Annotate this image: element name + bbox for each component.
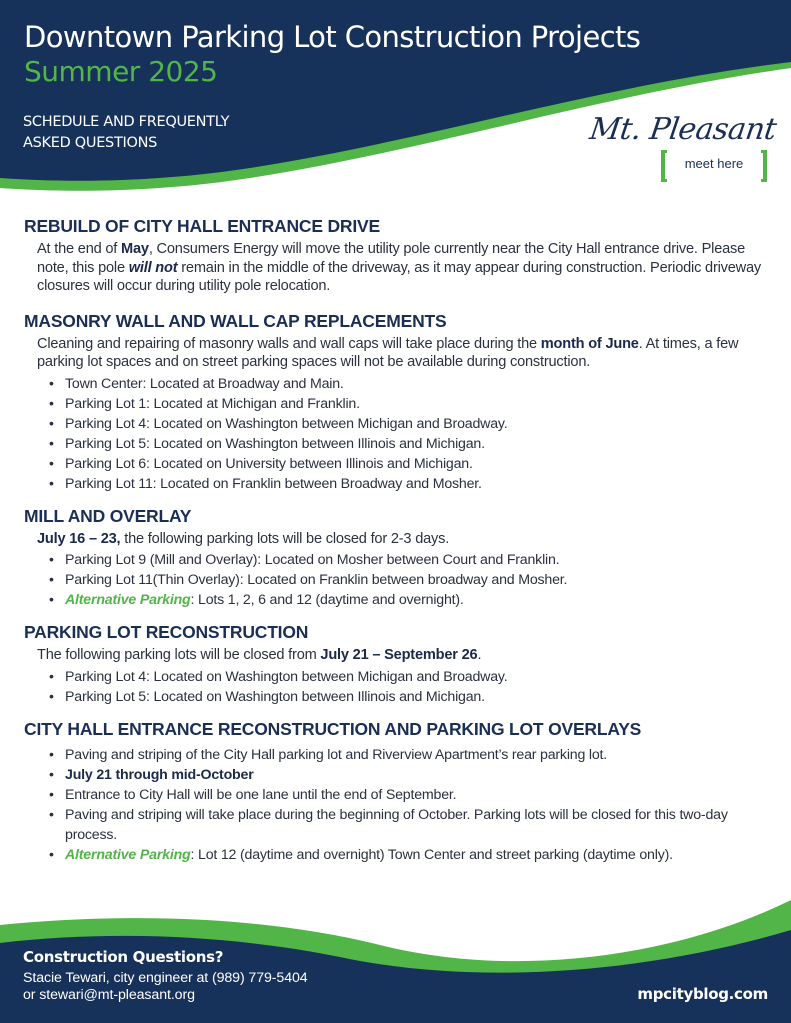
- location-list: [0, 667, 791, 707]
- text: remain in the middle of the driveway, as it may appear during construction. Periodic driveway closures will occur during utility pole relocation.: [37, 259, 762, 294]
- list-item: • Parking Lot 4: Located on Washington between Michigan and Broadway.: [65, 414, 770, 434]
- list-item: • Parking Lot 5: Located on Washington between Illinois and Michigan.: [65, 434, 770, 454]
- emphasis-date: July 21 through mid-October: [65, 766, 254, 783]
- list-item: • Entrance to City Hall will be one lane until the end of September.: [65, 785, 770, 805]
- text: the following parking lots will be closed for 2-3 days.: [120, 530, 450, 547]
- footer-heading: Construction Questions?: [23, 948, 224, 966]
- contact-email[interactable]: or stewari@mt-pleasant.org: [23, 987, 195, 1003]
- list-item: • Town Center: Located at Broadway and Main.: [65, 374, 770, 394]
- logo-wordmark: Mt. Pleasant: [587, 112, 779, 147]
- tagline-line-1: SCHEDULE AND FREQUENTLY: [23, 114, 230, 130]
- list-item: • Parking Lot 1: Located at Michigan and Franklin.: [65, 394, 770, 414]
- text: , Consumers Energy will move the utility pole currently near the City Hall entrance drive. Please note, this pole: [37, 241, 746, 276]
- section-paragraph: [37, 646, 767, 665]
- logo-tagline-bracket: [661, 150, 767, 182]
- section-paragraph: [37, 240, 767, 296]
- alternative-parking-label: Alternative Parking: [65, 592, 191, 608]
- emphasis-date: month of June: [540, 335, 639, 352]
- text: The following parking lots will be closed from: [37, 647, 321, 663]
- page-subtitle: Summer 2025: [24, 55, 218, 88]
- alternative-parking-label: Alternative Parking: [65, 846, 191, 863]
- text: . At times, a few parking lot spaces and on street parking spaces will not be available during construction.: [37, 335, 739, 370]
- list-item: • Parking Lot 5: Located on Washington between Illinois and Michigan.: [65, 687, 770, 707]
- section-paragraph: [37, 335, 767, 372]
- details-list: [0, 745, 791, 865]
- list-item: • Paving and striping of the City Hall parking lot and Riverview Apartment’s rear parking lot.: [65, 745, 770, 765]
- list-item-alternative-parking: [65, 590, 770, 610]
- section-paragraph: [37, 530, 767, 549]
- text: : Lots 1, 2, 6 and 12 (daytime and overnight).: [190, 592, 464, 608]
- text: Cleaning and repairing of masonry walls and wall caps will take place during the: [37, 335, 541, 352]
- list-item: • Parking Lot 9 (Mill and Overlay): Located on Mosher between Court and Franklin.: [65, 550, 770, 570]
- section-city-hall-entrance-drive: [0, 212, 791, 296]
- location-list: [0, 550, 791, 610]
- emphasis-date: July 21 – September 26: [320, 647, 478, 663]
- emphasis-date: July 16 – 23,: [37, 530, 121, 547]
- website-link[interactable]: mpcityblog.com: [637, 985, 768, 1003]
- list-item: • Parking Lot 11(Thin Overlay): Located on Franklin between broadway and Mosher.: [65, 570, 770, 590]
- list-item: • Parking Lot 11: Located on Franklin between Broadway and Mosher.: [65, 474, 770, 494]
- page-title: Downtown Parking Lot Construction Projects: [24, 20, 641, 54]
- list-item: • Parking Lot 6: Located on University between Illinois and Michigan.: [65, 454, 770, 474]
- section-heading: MASONRY WALL AND WALL CAP REPLACEMENTS: [24, 310, 447, 331]
- mt-pleasant-logo: [587, 112, 779, 187]
- section-heading: MILL AND OVERLAY: [24, 505, 192, 526]
- main-content: [0, 212, 791, 865]
- location-list: [0, 374, 791, 494]
- text: At the end of: [37, 241, 122, 257]
- text: : Lot 12 (daytime and overnight) Town Center and street parking (daytime only).: [190, 846, 673, 863]
- section-heading: CITY HALL ENTRANCE RECONSTRUCTION AND PARKING LOT OVERLAYS: [24, 718, 642, 739]
- section-mill-and-overlay: [0, 502, 791, 611]
- footer-contact: [23, 970, 308, 1004]
- tagline-line-2: ASKED QUESTIONS: [23, 135, 158, 151]
- section-heading: REBUILD OF CITY HALL ENTRANCE DRIVE: [24, 216, 380, 236]
- list-item: [65, 765, 770, 785]
- emphasis-month: May: [121, 241, 149, 257]
- tagline: [23, 112, 323, 154]
- text: .: [477, 647, 482, 663]
- logo-tagline: meet here: [684, 156, 744, 171]
- contact-phone: Stacie Tewari, city engineer at (989) 779-5404: [23, 970, 308, 986]
- section-heading: PARKING LOT RECONSTRUCTION: [24, 622, 309, 642]
- section-city-hall-entrance-reconstruction: [0, 715, 791, 865]
- section-masonry-wall: [0, 307, 791, 494]
- list-item-alternative-parking: [65, 845, 770, 865]
- emphasis-will-not: will not: [128, 259, 178, 276]
- section-parking-lot-reconstruction: [0, 618, 791, 707]
- list-item: • Parking Lot 4: Located on Washington between Michigan and Broadway.: [65, 667, 770, 687]
- list-item: • Paving and striping will take place during the beginning of October. Parking lots will be closed for this two-day process.: [65, 805, 770, 845]
